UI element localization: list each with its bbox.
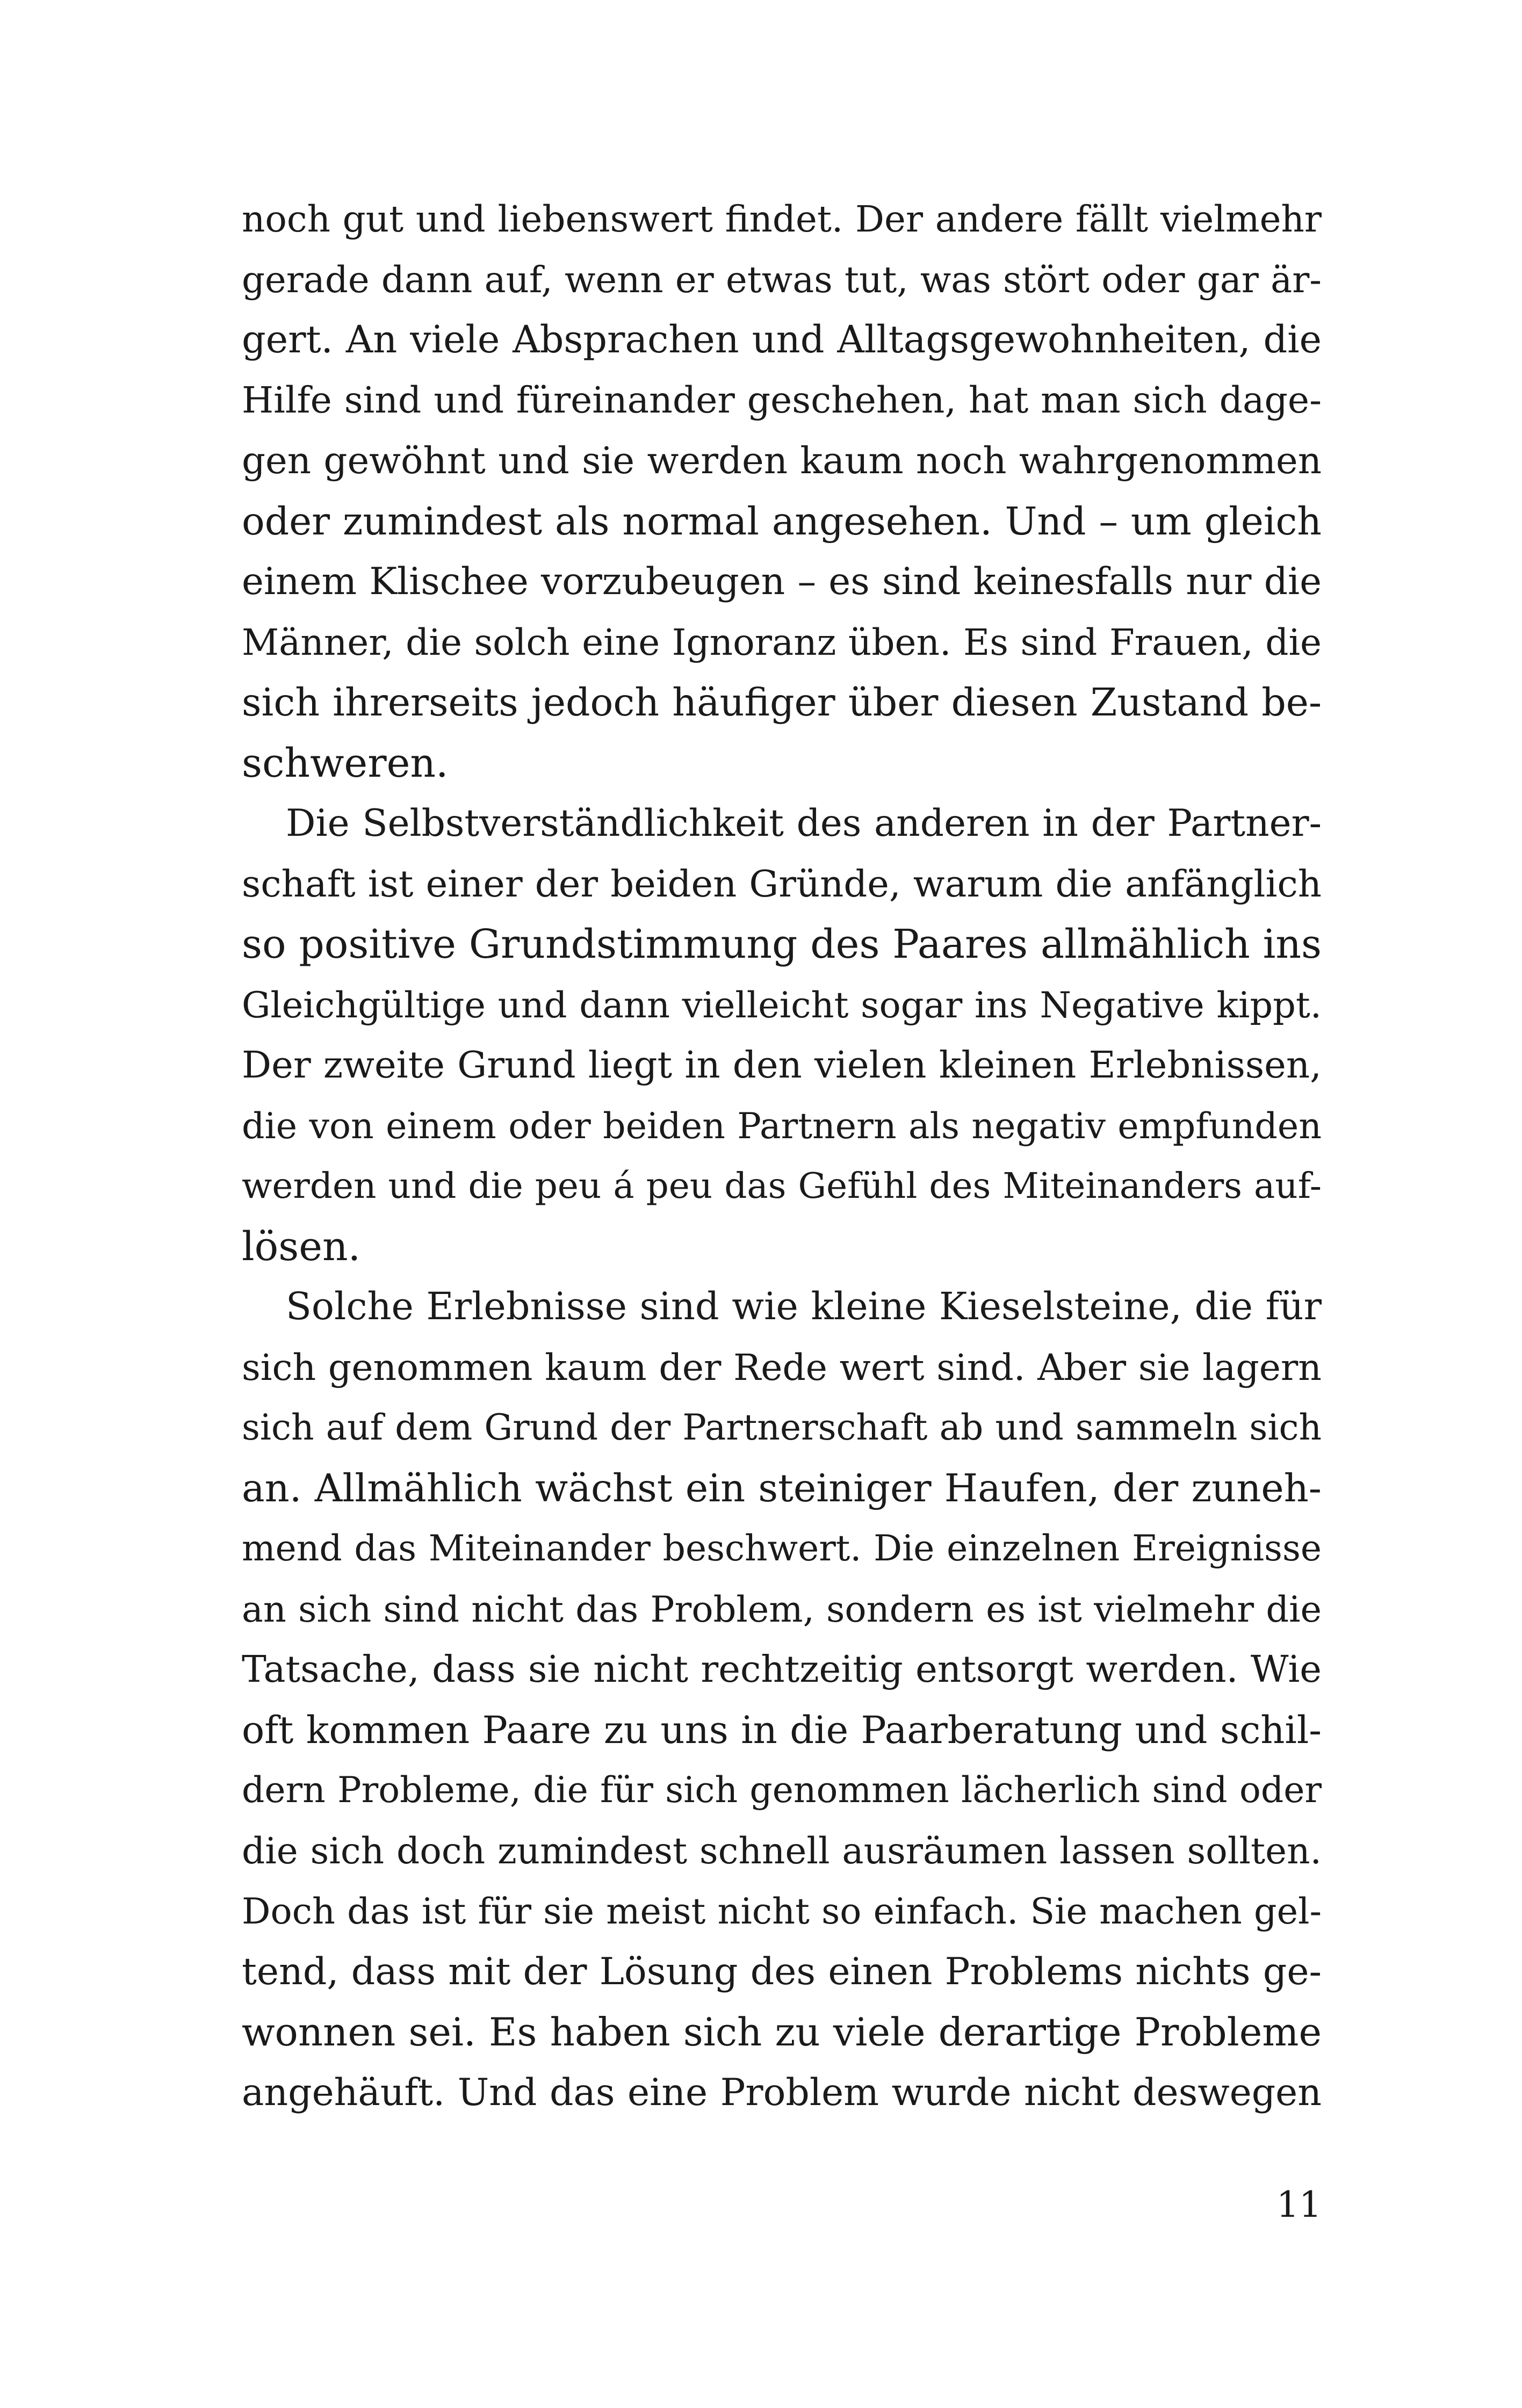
text-line: Männer, die solch eine Ignoranz üben. Es sind Frauen, die xyxy=(242,620,1322,663)
text-line: Hilfe sind und füreinander geschehen, hat man sich dage- xyxy=(242,379,1322,422)
text-line: gerade dann auf, wenn er etwas tut, was stört oder gar är- xyxy=(242,258,1322,301)
text-line: einem Klischee vorzubeugen – es sind keinesfalls nur die xyxy=(242,560,1322,603)
body-text xyxy=(242,189,1322,2123)
text-line: schweren. xyxy=(242,740,449,786)
text-line: Der zweite Grund liegt in den vielen kleinen Erlebnissen, xyxy=(242,1044,1322,1087)
text-line: Gleichgültige und dann vielleicht sogar ins Negative kippt. xyxy=(242,984,1322,1026)
text-line: werden und die peu á peu das Gefühl des Miteinanders auf- xyxy=(242,1165,1322,1206)
text-line: so positive Grundstimmung des Paares allmählich ins xyxy=(242,921,1322,967)
text-line: die sich doch zumindest schnell ausräumen lassen sollten. xyxy=(242,1829,1322,1872)
text-line: sich auf dem Grund der Partnerschaft ab und sammeln sich xyxy=(242,1407,1322,1448)
text-line: oder zumindest als normal angesehen. Und – um gleich xyxy=(242,498,1322,544)
text-line: Doch das ist für sie meist nicht so einfach. Sie machen gel- xyxy=(242,1890,1322,1932)
text-line: die von einem oder beiden Partnern als negativ empfunden xyxy=(242,1104,1322,1147)
text-line: lösen. xyxy=(242,1223,361,1270)
text-line: tend, dass mit der Lösung des einen Problems nichts ge- xyxy=(242,1949,1322,1993)
text-line: gert. An viele Absprachen und Alltagsgewohnheiten, die xyxy=(242,318,1322,361)
text-line: dern Probleme, die für sich genommen lächerlich sind oder xyxy=(242,1769,1322,1811)
text-line: Tatsache, dass sie nicht rechtzeitig entsorgt werden. Wie xyxy=(242,1648,1322,1691)
text-line: oft kommen Paare zu uns in die Paarberatung und schil- xyxy=(242,1708,1322,1752)
text-line: angehäuft. Und das eine Problem wurde nicht deswegen xyxy=(242,2071,1322,2114)
text-line: schaft ist einer der beiden Gründe, warum die anfänglich xyxy=(242,862,1322,906)
text-line: gen gewöhnt und sie werden kaum noch wahrgenommen xyxy=(242,439,1322,482)
text-line: mend das Miteinander beschwert. Die einzelnen Ereignisse xyxy=(242,1528,1322,1569)
text-line: sich genommen kaum der Rede wert sind. Aber sie lagern xyxy=(242,1346,1322,1389)
text-line: Solche Erlebnisse sind wie kleine Kieselsteine, die für xyxy=(286,1285,1322,1328)
text-line: Die Selbstverständlichkeit des anderen in der Partner- xyxy=(286,802,1322,845)
text-line: an sich sind nicht das Problem, sondern es ist vielmehr die xyxy=(242,1588,1322,1630)
text-line: wonnen sei. Es haben sich zu viele derartige Probleme xyxy=(242,2009,1322,2055)
page-number: 11 xyxy=(1276,2184,1322,2225)
text-line: noch gut und liebenswert findet. Der andere fällt vielmehr xyxy=(242,198,1322,240)
text-line: an. Allmählich wächst ein steiniger Haufen, der zuneh- xyxy=(242,1465,1322,1510)
text-line: sich ihrerseits jedoch häufiger über diesen Zustand be- xyxy=(242,680,1322,725)
